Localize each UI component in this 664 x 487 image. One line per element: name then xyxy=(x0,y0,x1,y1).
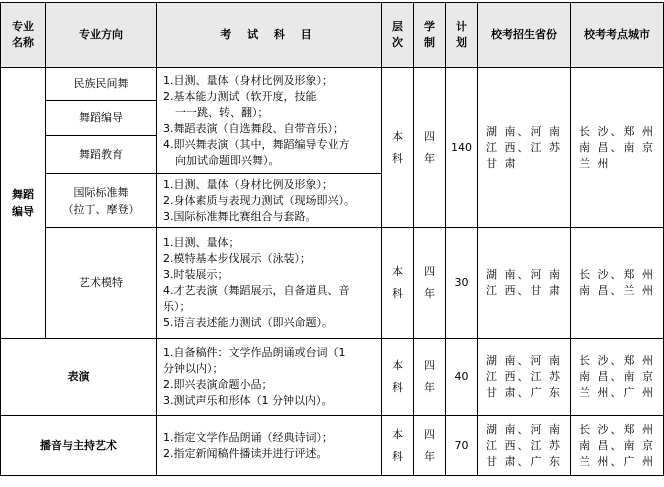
plan-broadcasting: 70 xyxy=(446,416,478,476)
cities-performance: 长 沙、郑 州 南 昌、南 京 兰 州、广 州 xyxy=(571,339,664,416)
cities-model: 长 沙、郑 州 南 昌、兰 州 xyxy=(571,228,664,339)
header-row xyxy=(1,3,664,68)
subjects-dance-b: 1.目测、量体（身材比例及形象）； 2.身体素质与表现力测试（现场即兴）。 3.国际标准舞比赛组合与套路。 xyxy=(157,174,382,228)
subjects-performance: 1.自备稿件：文学作品朗诵或台词（1 分钟以内）； 2.即兴表演命题小品； 3.测试声乐和形体（1 分钟以内）。 xyxy=(157,339,382,416)
direction-dance-education: 舞蹈教育 xyxy=(46,136,157,174)
header-subjects: 考 试 科 目 xyxy=(157,3,382,68)
subjects-model: 1.目测、量体； 2.模特基本步伐展示（泳装）； 3.时装展示； 4.才艺表演（舞蹈展示，自备道具、音 乐）； 5.语言表述能力测试（即兴命题）。 xyxy=(157,228,382,339)
major-cell-dance: 舞蹈 编导 xyxy=(1,68,46,339)
subjects-broadcasting: 1.指定文学作品朗诵（经典诗词）； 2.指定新闻稿件播读并进行评述。 xyxy=(157,416,382,476)
direction-model: 艺术模特 xyxy=(46,228,157,339)
subjects-dance-a: 1.目测、量体（身材比例及形象）； 2.基本能力测试（软开度，技能 一一跳、转、翻）； 3.舞蹈表演（自选舞段、自带音乐）； 4.即兴舞表演（其中，舞蹈编导专业方 向加试命题即兴舞）。 xyxy=(157,68,382,174)
provinces-model: 湖 南、河 南 江 西、甘 肃 xyxy=(478,228,571,339)
duration-model: 四 年 xyxy=(414,228,446,339)
header-cities: 校考考点城市 xyxy=(571,3,664,68)
admissions-table xyxy=(0,2,664,476)
table-row xyxy=(1,416,664,476)
major-cell-broadcasting: 播音与主持艺术 xyxy=(1,416,157,476)
table-row xyxy=(1,228,664,339)
direction-choreography: 舞蹈编导 xyxy=(46,101,157,136)
level-dance: 本 科 xyxy=(382,68,414,228)
duration-performance: 四 年 xyxy=(414,339,446,416)
header-provinces: 校考招生省份 xyxy=(478,3,571,68)
table-row xyxy=(1,68,664,101)
table-row xyxy=(1,339,664,416)
header-level: 层 次 xyxy=(382,3,414,68)
level-broadcasting: 本 科 xyxy=(382,416,414,476)
cities-dance: 长 沙、郑 州 南 昌、南 京 兰 州 xyxy=(571,68,664,228)
plan-dance: 140 xyxy=(446,68,478,228)
level-model: 本 科 xyxy=(382,228,414,339)
header-duration: 学 制 xyxy=(414,3,446,68)
provinces-dance: 湖 南、河 南 江 西、江 苏 甘 肃 xyxy=(478,68,571,228)
plan-performance: 40 xyxy=(446,339,478,416)
duration-dance: 四 年 xyxy=(414,68,446,228)
header-direction: 专业方向 xyxy=(46,3,157,68)
provinces-performance: 湖 南、河 南 江 西、江 苏 甘 肃、广 东 xyxy=(478,339,571,416)
header-major-name: 专业 名称 xyxy=(1,3,46,68)
direction-ballroom: 国际标准舞 （拉丁、摩登） xyxy=(46,174,157,228)
plan-model: 30 xyxy=(446,228,478,339)
provinces-broadcasting: 湖 南、河 南 江 西、江 苏 甘 肃、广 东 xyxy=(478,416,571,476)
direction-folk-dance: 民族民间舞 xyxy=(46,68,157,101)
duration-broadcasting: 四 年 xyxy=(414,416,446,476)
header-plan: 计 划 xyxy=(446,3,478,68)
level-performance: 本 科 xyxy=(382,339,414,416)
cities-broadcasting: 长 沙、郑 州 南 昌、南 京 兰 州、广 州 xyxy=(571,416,664,476)
major-cell-performance: 表演 xyxy=(1,339,157,416)
